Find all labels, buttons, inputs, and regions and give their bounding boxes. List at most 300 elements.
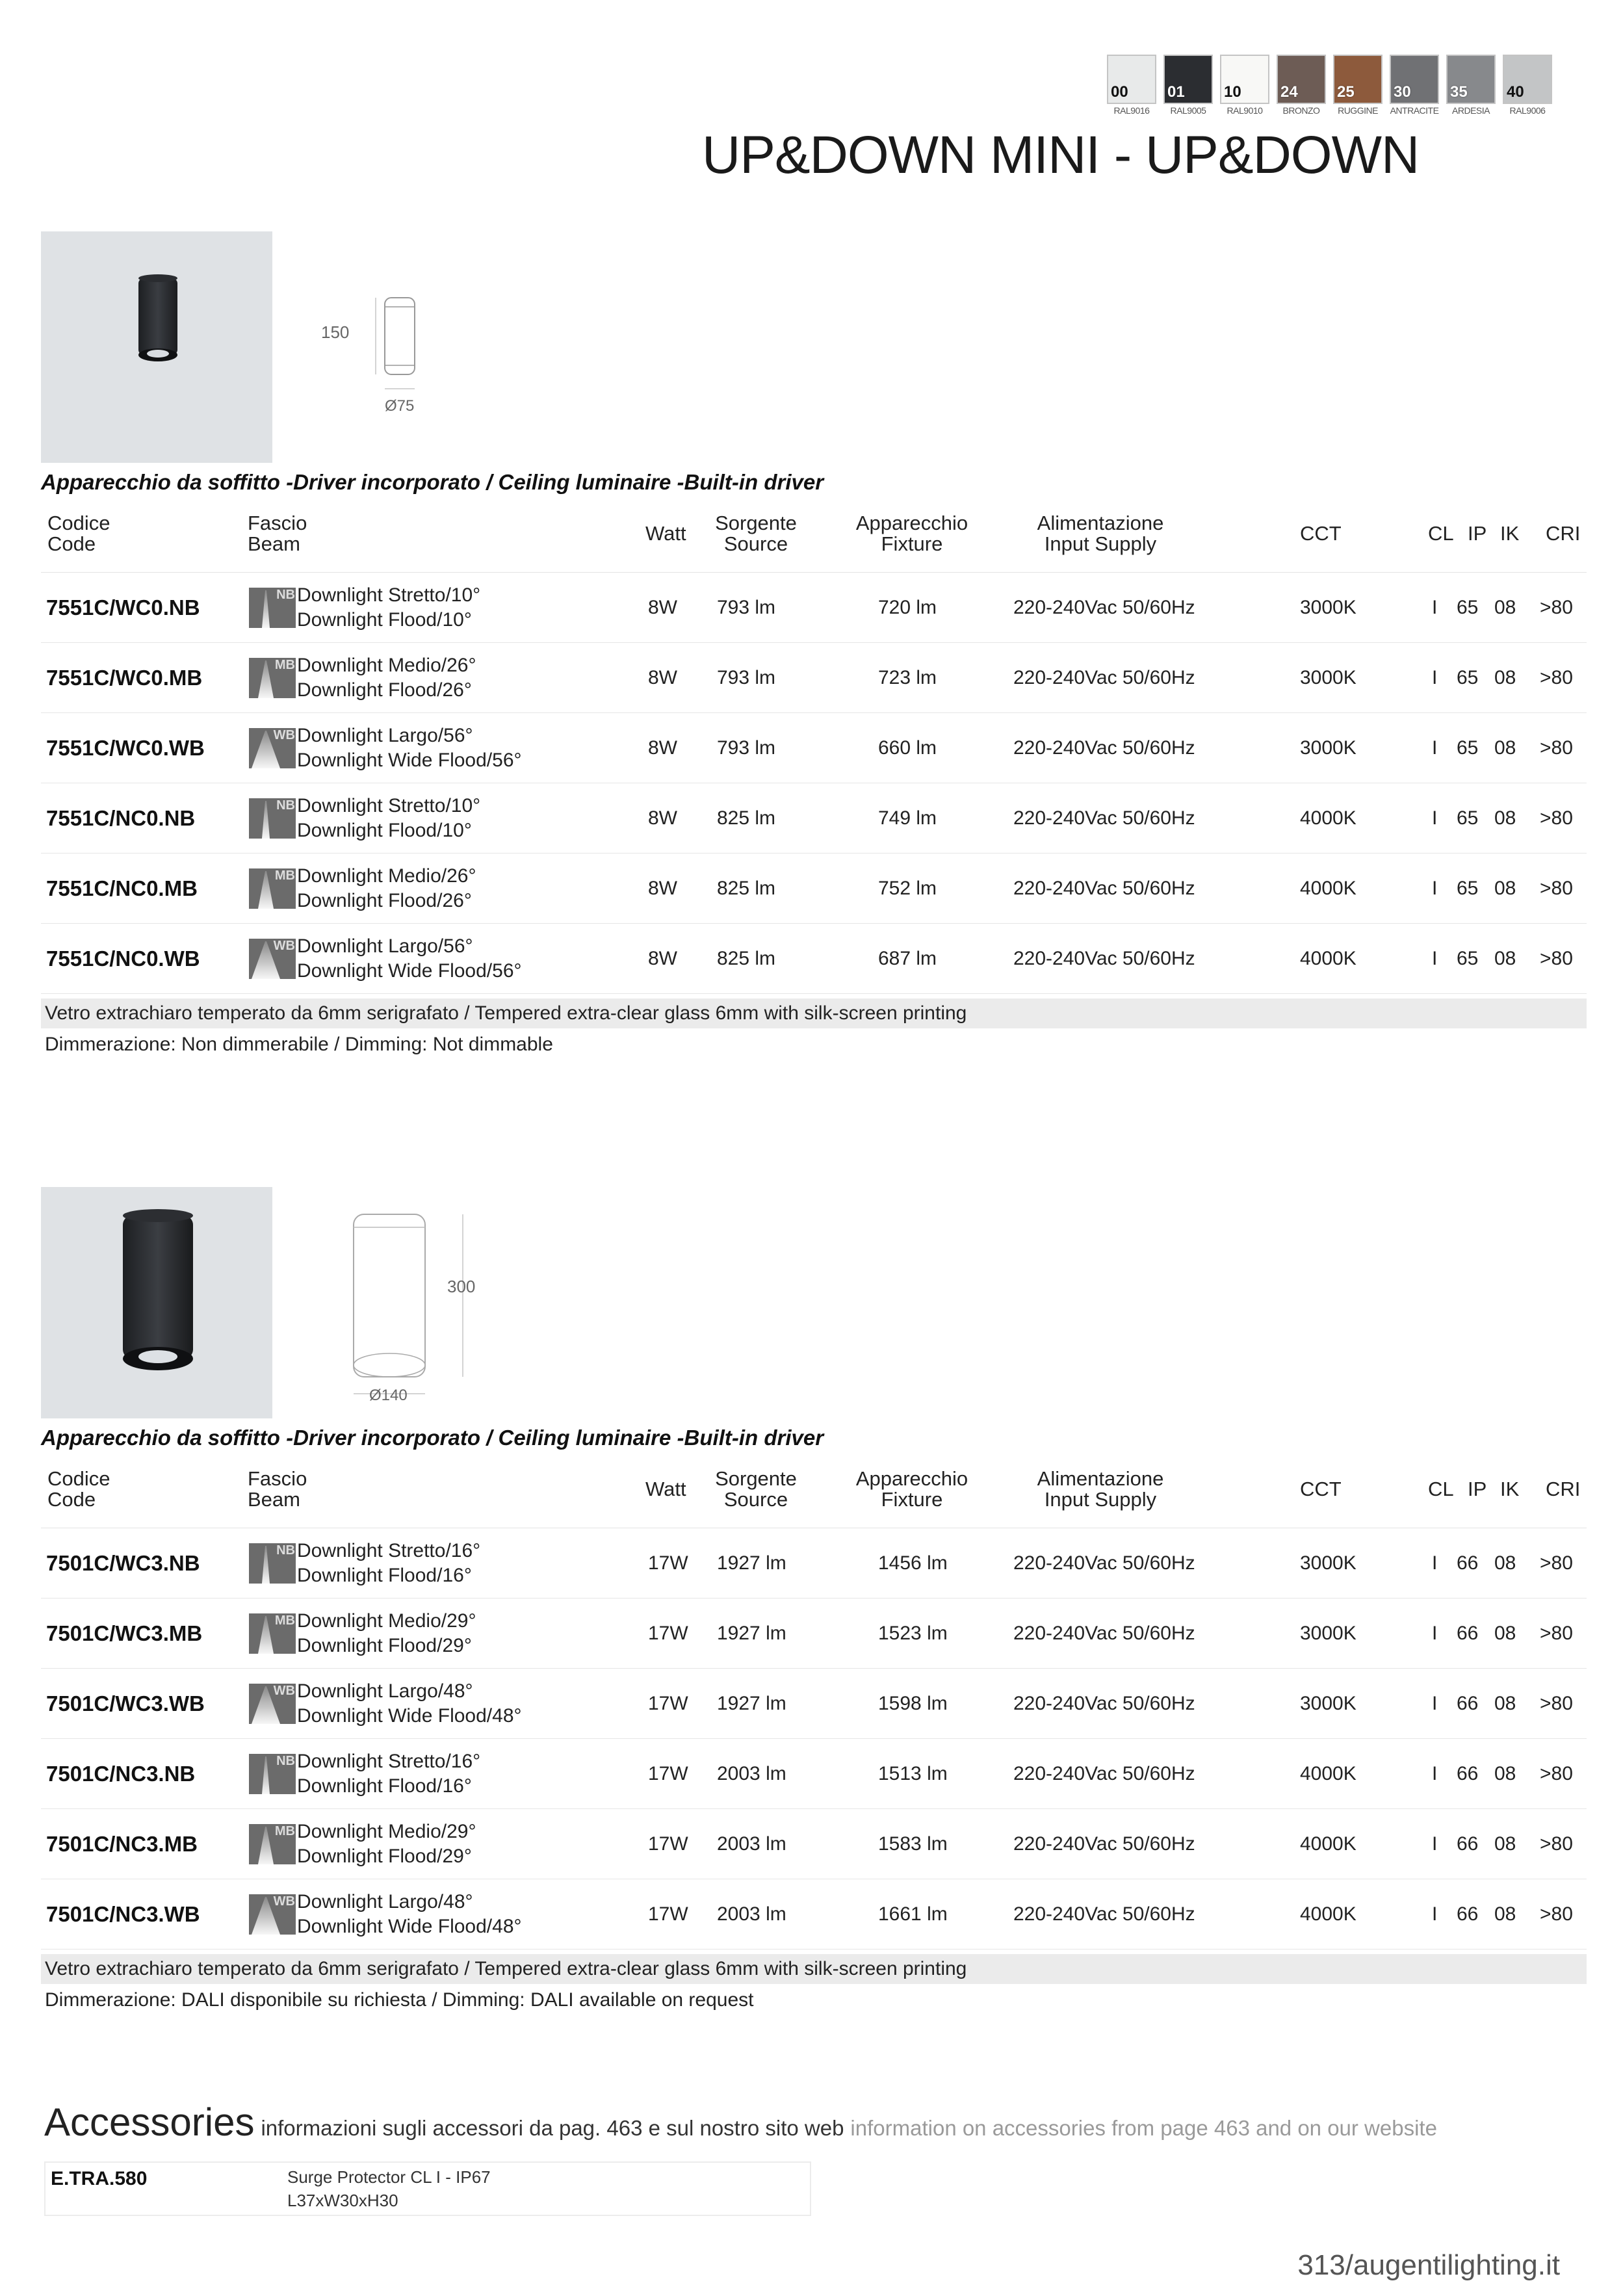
beam-description [297,864,476,913]
header-cri: CRI [1546,1478,1581,1500]
beam-tag: WB [273,939,295,953]
table-row [41,1879,1587,1950]
accessory-desc-line1: Surge Protector CL I - IP67 [287,2167,491,2187]
beam-nb-icon [249,588,296,628]
header-beam-it: Fascio [248,512,307,534]
dimension-drawing-icon [312,273,442,423]
input-supply: 220-240Vac 50/60Hz [1013,1763,1195,1784]
beam-cell [249,643,476,713]
cl-value: I [1432,1623,1438,1644]
header-cl: CL [1428,522,1454,545]
swatch [1107,55,1156,116]
source-lumen: 825 lm [717,878,776,899]
swatch-chip [1390,55,1439,104]
beam-description [297,934,522,984]
swatch [1446,55,1496,116]
table-row [41,713,1587,783]
beam-line-2: Downlight Flood/26° [297,890,472,911]
swatch-name: RAL9016 [1113,105,1150,116]
cl-value: I [1432,807,1438,829]
beam-line-1: Downlight Medio/29° [297,1610,476,1632]
beam-tag: NB [276,1543,295,1558]
watt-value: 17W [648,1833,688,1855]
fixture-lumen: 1513 lm [878,1763,948,1784]
cri-value: >80 [1540,737,1573,759]
beam-tag: NB [276,798,295,813]
header-code-en: Code [47,1488,96,1511]
accessories-info-en: information on accessories from page 463 and on our website [850,2116,1437,2140]
beam-line-2: Downlight Flood/10° [297,609,472,631]
swatch-name: ARDESIA [1452,105,1490,116]
watt-value: 17W [648,1552,688,1574]
drawing-diameter-label: Ø140 [369,1387,408,1404]
cl-value: I [1432,878,1438,899]
accessory-desc-line2: L37xW30xH30 [287,2191,398,2210]
cct-value: 4000K [1300,878,1357,899]
beam-tag: WB [273,1684,295,1698]
ik-value: 08 [1494,1903,1516,1925]
glass-note: Vetro extrachiaro temperato da 6mm serigrafato / Tempered extra-clear glass 6mm with silk-screen printing [41,998,1587,1028]
ip-value: 66 [1457,1623,1479,1644]
ip-value: 66 [1457,1552,1479,1574]
fixture-lumen: 1598 lm [878,1693,948,1714]
light-cone-icon [249,798,296,839]
fixture-lumen: 752 lm [878,878,937,899]
input-supply: 220-240Vac 50/60Hz [1013,807,1195,829]
swatch [1390,55,1439,116]
beam-line-1: Downlight Medio/29° [297,1821,476,1842]
source-lumen: 1927 lm [717,1693,786,1714]
spec-table [41,1458,1587,1950]
product-code: 7501C/WC3.NB [46,1551,200,1575]
swatch [1503,55,1552,116]
beam-line-1: Downlight Medio/26° [297,655,476,676]
swatch-name: RUGGINE [1338,105,1378,116]
page-title: UP&DOWN MINI - UP&DOWN [702,125,1420,185]
beam-tag: WB [273,728,295,742]
light-cone-icon [249,868,296,909]
watt-value: 8W [648,597,677,618]
light-cone-icon [249,728,296,768]
header-ik: IK [1500,1478,1520,1500]
header-supply-it: Alimentazione [1037,1467,1164,1490]
ip-value: 66 [1457,1833,1479,1855]
cct-value: 3000K [1300,1693,1357,1714]
header-supply-it: Alimentazione [1037,512,1164,534]
swatch [1163,55,1213,116]
cri-value: >80 [1540,1552,1573,1574]
beam-line-2: Downlight Flood/16° [297,1775,472,1797]
watt-value: 17W [648,1903,688,1925]
beam-nb-icon [249,1543,296,1584]
header-beam-it: Fascio [248,1467,307,1490]
beam-description [297,1820,476,1869]
cl-value: I [1432,1903,1438,1925]
cct-value: 4000K [1300,1833,1357,1855]
beam-description [297,1679,522,1729]
input-supply: 220-240Vac 50/60Hz [1013,1552,1195,1574]
swatch-code: 10 [1224,83,1241,101]
product-code: 7501C/NC3.NB [46,1762,196,1786]
product-photo [41,1187,272,1418]
source-lumen: 825 lm [717,807,776,829]
swatch-name: RAL9006 [1509,105,1546,116]
cl-value: I [1432,948,1438,969]
beam-description [297,583,480,633]
watt-value: 8W [648,667,677,688]
swatch [1277,55,1326,116]
cct-value: 3000K [1300,597,1357,618]
beam-line-1: Downlight Stretto/10° [297,584,481,606]
light-cone-icon [249,1543,296,1584]
beam-cell [249,1809,476,1879]
cri-value: >80 [1540,1623,1573,1644]
ip-value: 65 [1457,948,1479,969]
technical-drawing [338,1201,507,1416]
section-heading: Apparecchio da soffitto -Driver incorporato / Ceiling luminaire -Built-in driver [41,1426,824,1450]
cl-value: I [1432,737,1438,759]
drawing-diameter-label: Ø75 [385,397,415,415]
swatch-code: 25 [1337,83,1355,101]
header-fixture-en: Fixture [881,532,943,555]
section-heading: Apparecchio da soffitto -Driver incorporato / Ceiling luminaire -Built-in driver [41,470,824,494]
header-supply-en: Input Supply [1044,532,1157,555]
beam-description [297,1539,480,1588]
product-code: 7551C/NC0.WB [46,946,200,971]
header-code-it: Codice [47,1467,110,1490]
cct-value: 3000K [1300,667,1357,688]
fixture-lumen: 1523 lm [878,1623,948,1644]
input-supply: 220-240Vac 50/60Hz [1013,1903,1195,1925]
ik-value: 08 [1494,737,1516,759]
beam-description [297,724,522,773]
beam-tag: NB [276,588,295,602]
swatch-code: 40 [1507,83,1524,101]
cl-value: I [1432,1833,1438,1855]
beam-description [297,653,476,703]
spec-table [41,502,1587,994]
header-cct: CCT [1300,1478,1342,1500]
table-header [41,502,1587,573]
ik-value: 08 [1494,1623,1516,1644]
product-code: 7501C/WC3.MB [46,1621,203,1645]
ip-value: 65 [1457,807,1479,829]
accessories-info-it: informazioni sugli accessori da pag. 463 e sul nostro sito web [261,2116,844,2140]
cl-value: I [1432,1763,1438,1784]
product-code: 7551C/NC0.MB [46,876,198,900]
fixture-lumen: 1661 lm [878,1903,948,1925]
swatch [1220,55,1269,116]
cri-value: >80 [1540,597,1573,618]
table-header [41,1458,1587,1528]
source-lumen: 1927 lm [717,1552,786,1574]
cri-value: >80 [1540,1833,1573,1855]
table-row [41,573,1587,643]
cri-value: >80 [1540,878,1573,899]
product-code: 7501C/WC3.WB [46,1691,205,1715]
table-row [41,643,1587,713]
product-code: 7551C/NC0.NB [46,806,196,830]
beam-cell [249,854,476,924]
swatch-code: 24 [1280,83,1298,101]
beam-line-2: Downlight Flood/10° [297,820,472,841]
cl-value: I [1432,597,1438,618]
cri-value: >80 [1540,667,1573,688]
ik-value: 08 [1494,948,1516,969]
header-fixture-it: Apparecchio [855,1467,968,1490]
source-lumen: 793 lm [717,667,776,688]
source-lumen: 2003 lm [717,1833,786,1855]
cl-value: I [1432,1693,1438,1714]
source-lumen: 793 lm [717,597,776,618]
beam-description [297,794,480,843]
header-fixture-en: Fixture [881,1488,943,1511]
beam-line-1: Downlight Largo/48° [297,1680,473,1702]
watt-value: 8W [648,807,677,829]
cct-value: 4000K [1300,1763,1357,1784]
source-lumen: 1927 lm [717,1623,786,1644]
ik-value: 08 [1494,1693,1516,1714]
ik-value: 08 [1494,807,1516,829]
swatch-chip [1446,55,1496,104]
accessory-item [44,2161,811,2216]
table-row [41,1809,1587,1879]
beam-line-1: Downlight Stretto/10° [297,795,481,816]
swatch-name: ANTRACITE [1390,105,1439,116]
light-cone-icon [249,1684,296,1724]
luminaire-photo-icon [41,1187,272,1418]
swatch [1333,55,1383,116]
beam-description [297,1890,522,1939]
watt-value: 17W [648,1623,688,1644]
ik-value: 08 [1494,878,1516,899]
beam-cell [249,1528,480,1598]
beam-nb-icon [249,1754,296,1794]
beam-tag: MB [274,868,295,883]
swatch-code: 30 [1394,83,1411,101]
light-cone-icon [249,1824,296,1864]
accessories-heading: Accessories [44,2100,255,2144]
table-row [41,854,1587,924]
beam-tag: NB [276,1754,295,1768]
swatch-code: 00 [1111,83,1128,101]
swatch-chip [1107,55,1156,104]
swatch-code: 35 [1450,83,1468,101]
glass-note: Vetro extrachiaro temperato da 6mm serigrafato / Tempered extra-clear glass 6mm with silk-screen printing [41,1954,1587,1984]
input-supply: 220-240Vac 50/60Hz [1013,1693,1195,1714]
table-row [41,1528,1587,1598]
source-lumen: 793 lm [717,737,776,759]
beam-tag: MB [274,1824,295,1838]
beam-cell [249,783,480,854]
drawing-height-label: 300 [447,1277,476,1296]
table-row [41,1739,1587,1809]
product-code: 7551C/WC0.MB [46,666,203,690]
beam-line-1: Downlight Largo/56° [297,935,473,957]
swatch-name: RAL9005 [1170,105,1206,116]
beam-wb-icon [249,728,296,768]
source-lumen: 2003 lm [717,1763,786,1784]
ik-value: 08 [1494,597,1516,618]
header-cl: CL [1428,1478,1454,1500]
cl-value: I [1432,1552,1438,1574]
beam-tag: WB [273,1894,295,1909]
beam-mb-icon [249,1824,296,1864]
fixture-lumen: 723 lm [878,667,937,688]
light-cone-icon [249,1894,296,1935]
product-code: 7551C/WC0.NB [46,595,200,620]
swatch-chip [1220,55,1269,104]
beam-cell [249,573,480,643]
cct-value: 3000K [1300,1552,1357,1574]
beam-tag: MB [274,658,295,672]
drawing-height-label: 150 [321,322,350,342]
ik-value: 08 [1494,1763,1516,1784]
beam-line-2: Downlight Wide Flood/48° [297,1916,522,1937]
source-lumen: 2003 lm [717,1903,786,1925]
header-code-it: Codice [47,512,110,534]
ip-value: 66 [1457,1763,1479,1784]
beam-line-2: Downlight Wide Flood/56° [297,960,522,982]
beam-nb-icon [249,798,296,839]
swatch-name: RAL9010 [1227,105,1263,116]
fixture-lumen: 720 lm [878,597,937,618]
cri-value: >80 [1540,807,1573,829]
header-source-en: Source [723,1488,788,1511]
light-cone-icon [249,1613,296,1654]
light-cone-icon [249,1754,296,1794]
light-cone-icon [249,658,296,698]
cct-value: 3000K [1300,737,1357,759]
header-source-en: Source [723,532,788,555]
beam-line-1: Downlight Stretto/16° [297,1751,481,1772]
beam-cell [249,1669,522,1739]
cri-value: >80 [1540,948,1573,969]
fixture-lumen: 749 lm [878,807,937,829]
watt-value: 8W [648,878,677,899]
watt-value: 17W [648,1763,688,1784]
header-supply-en: Input Supply [1044,1488,1157,1511]
table-row [41,924,1587,994]
header-source-it: Sorgente [715,1467,797,1490]
beam-line-1: Downlight Largo/56° [297,725,473,746]
table-row [41,1598,1587,1669]
beam-line-1: Downlight Stretto/16° [297,1540,481,1561]
ip-value: 65 [1457,878,1479,899]
table-row [41,783,1587,854]
beam-wb-icon [249,1684,296,1724]
luminaire-photo-icon [41,231,272,463]
page-footer: 313/augentilighting.it [1297,2249,1560,2281]
light-cone-icon [249,588,296,628]
light-cone-icon [249,939,296,979]
watt-value: 17W [648,1693,688,1714]
product-code: 7501C/NC3.WB [46,1902,200,1926]
input-supply: 220-240Vac 50/60Hz [1013,597,1195,618]
header-cri: CRI [1546,522,1581,545]
source-lumen: 825 lm [717,948,776,969]
input-supply: 220-240Vac 50/60Hz [1013,667,1195,688]
fixture-lumen: 1456 lm [878,1552,948,1574]
beam-wb-icon [249,939,296,979]
swatch-chip [1277,55,1326,104]
input-supply: 220-240Vac 50/60Hz [1013,737,1195,759]
header-ip: IP [1468,1478,1487,1500]
fixture-lumen: 687 lm [878,948,937,969]
swatch-chip [1163,55,1213,104]
beam-line-2: Downlight Wide Flood/48° [297,1705,522,1727]
color-swatches [1107,55,1552,116]
cri-value: >80 [1540,1903,1573,1925]
beam-line-2: Downlight Flood/26° [297,679,472,701]
header-ik: IK [1500,522,1520,545]
beam-cell [249,713,522,783]
dimming-note: Dimmerazione: DALI disponibile su richiesta / Dimming: DALI available on request [45,1989,754,2011]
table-row [41,1669,1587,1739]
ip-value: 65 [1457,667,1479,688]
cl-value: I [1432,667,1438,688]
cct-value: 3000K [1300,1623,1357,1644]
header-fixture-it: Apparecchio [855,512,968,534]
beam-cell [249,924,522,994]
beam-mb-icon [249,868,296,909]
header-beam-en: Beam [248,532,300,555]
header-beam-en: Beam [248,1488,300,1511]
beam-mb-icon [249,1613,296,1654]
swatch-name: BRONZO [1282,105,1320,116]
ip-value: 66 [1457,1903,1479,1925]
beam-line-2: Downlight Wide Flood/56° [297,750,522,771]
beam-line-2: Downlight Flood/16° [297,1565,472,1586]
header-code-en: Code [47,532,96,555]
header-ip: IP [1468,522,1487,545]
swatch-chip [1333,55,1383,104]
beam-cell [249,1879,522,1950]
dimension-drawing-icon [338,1201,507,1416]
swatch-code: 01 [1167,83,1185,101]
input-supply: 220-240Vac 50/60Hz [1013,1623,1195,1644]
product-photo [41,231,272,463]
beam-line-1: Downlight Largo/48° [297,1891,473,1912]
input-supply: 220-240Vac 50/60Hz [1013,878,1195,899]
technical-drawing [312,273,442,423]
ik-value: 08 [1494,667,1516,688]
cct-value: 4000K [1300,807,1357,829]
product-code: 7551C/WC0.WB [46,736,205,760]
ik-value: 08 [1494,1833,1516,1855]
beam-description [297,1749,480,1799]
beam-line-1: Downlight Medio/26° [297,865,476,887]
ip-value: 65 [1457,597,1479,618]
fixture-lumen: 1583 lm [878,1833,948,1855]
beam-description [297,1609,476,1658]
cct-value: 4000K [1300,1903,1357,1925]
input-supply: 220-240Vac 50/60Hz [1013,1833,1195,1855]
watt-value: 8W [648,948,677,969]
accessory-code: E.TRA.580 [51,2168,148,2189]
accessories-title [44,2100,1437,2145]
product-code: 7501C/NC3.MB [46,1832,198,1856]
beam-line-2: Downlight Flood/29° [297,1635,472,1656]
dimming-note: Dimmerazione: Non dimmerabile / Dimming: Not dimmable [45,1034,553,1055]
header-watt: Watt [645,522,686,545]
ik-value: 08 [1494,1552,1516,1574]
beam-cell [249,1598,476,1669]
beam-wb-icon [249,1894,296,1935]
beam-tag: MB [274,1613,295,1628]
cct-value: 4000K [1300,948,1357,969]
cri-value: >80 [1540,1693,1573,1714]
